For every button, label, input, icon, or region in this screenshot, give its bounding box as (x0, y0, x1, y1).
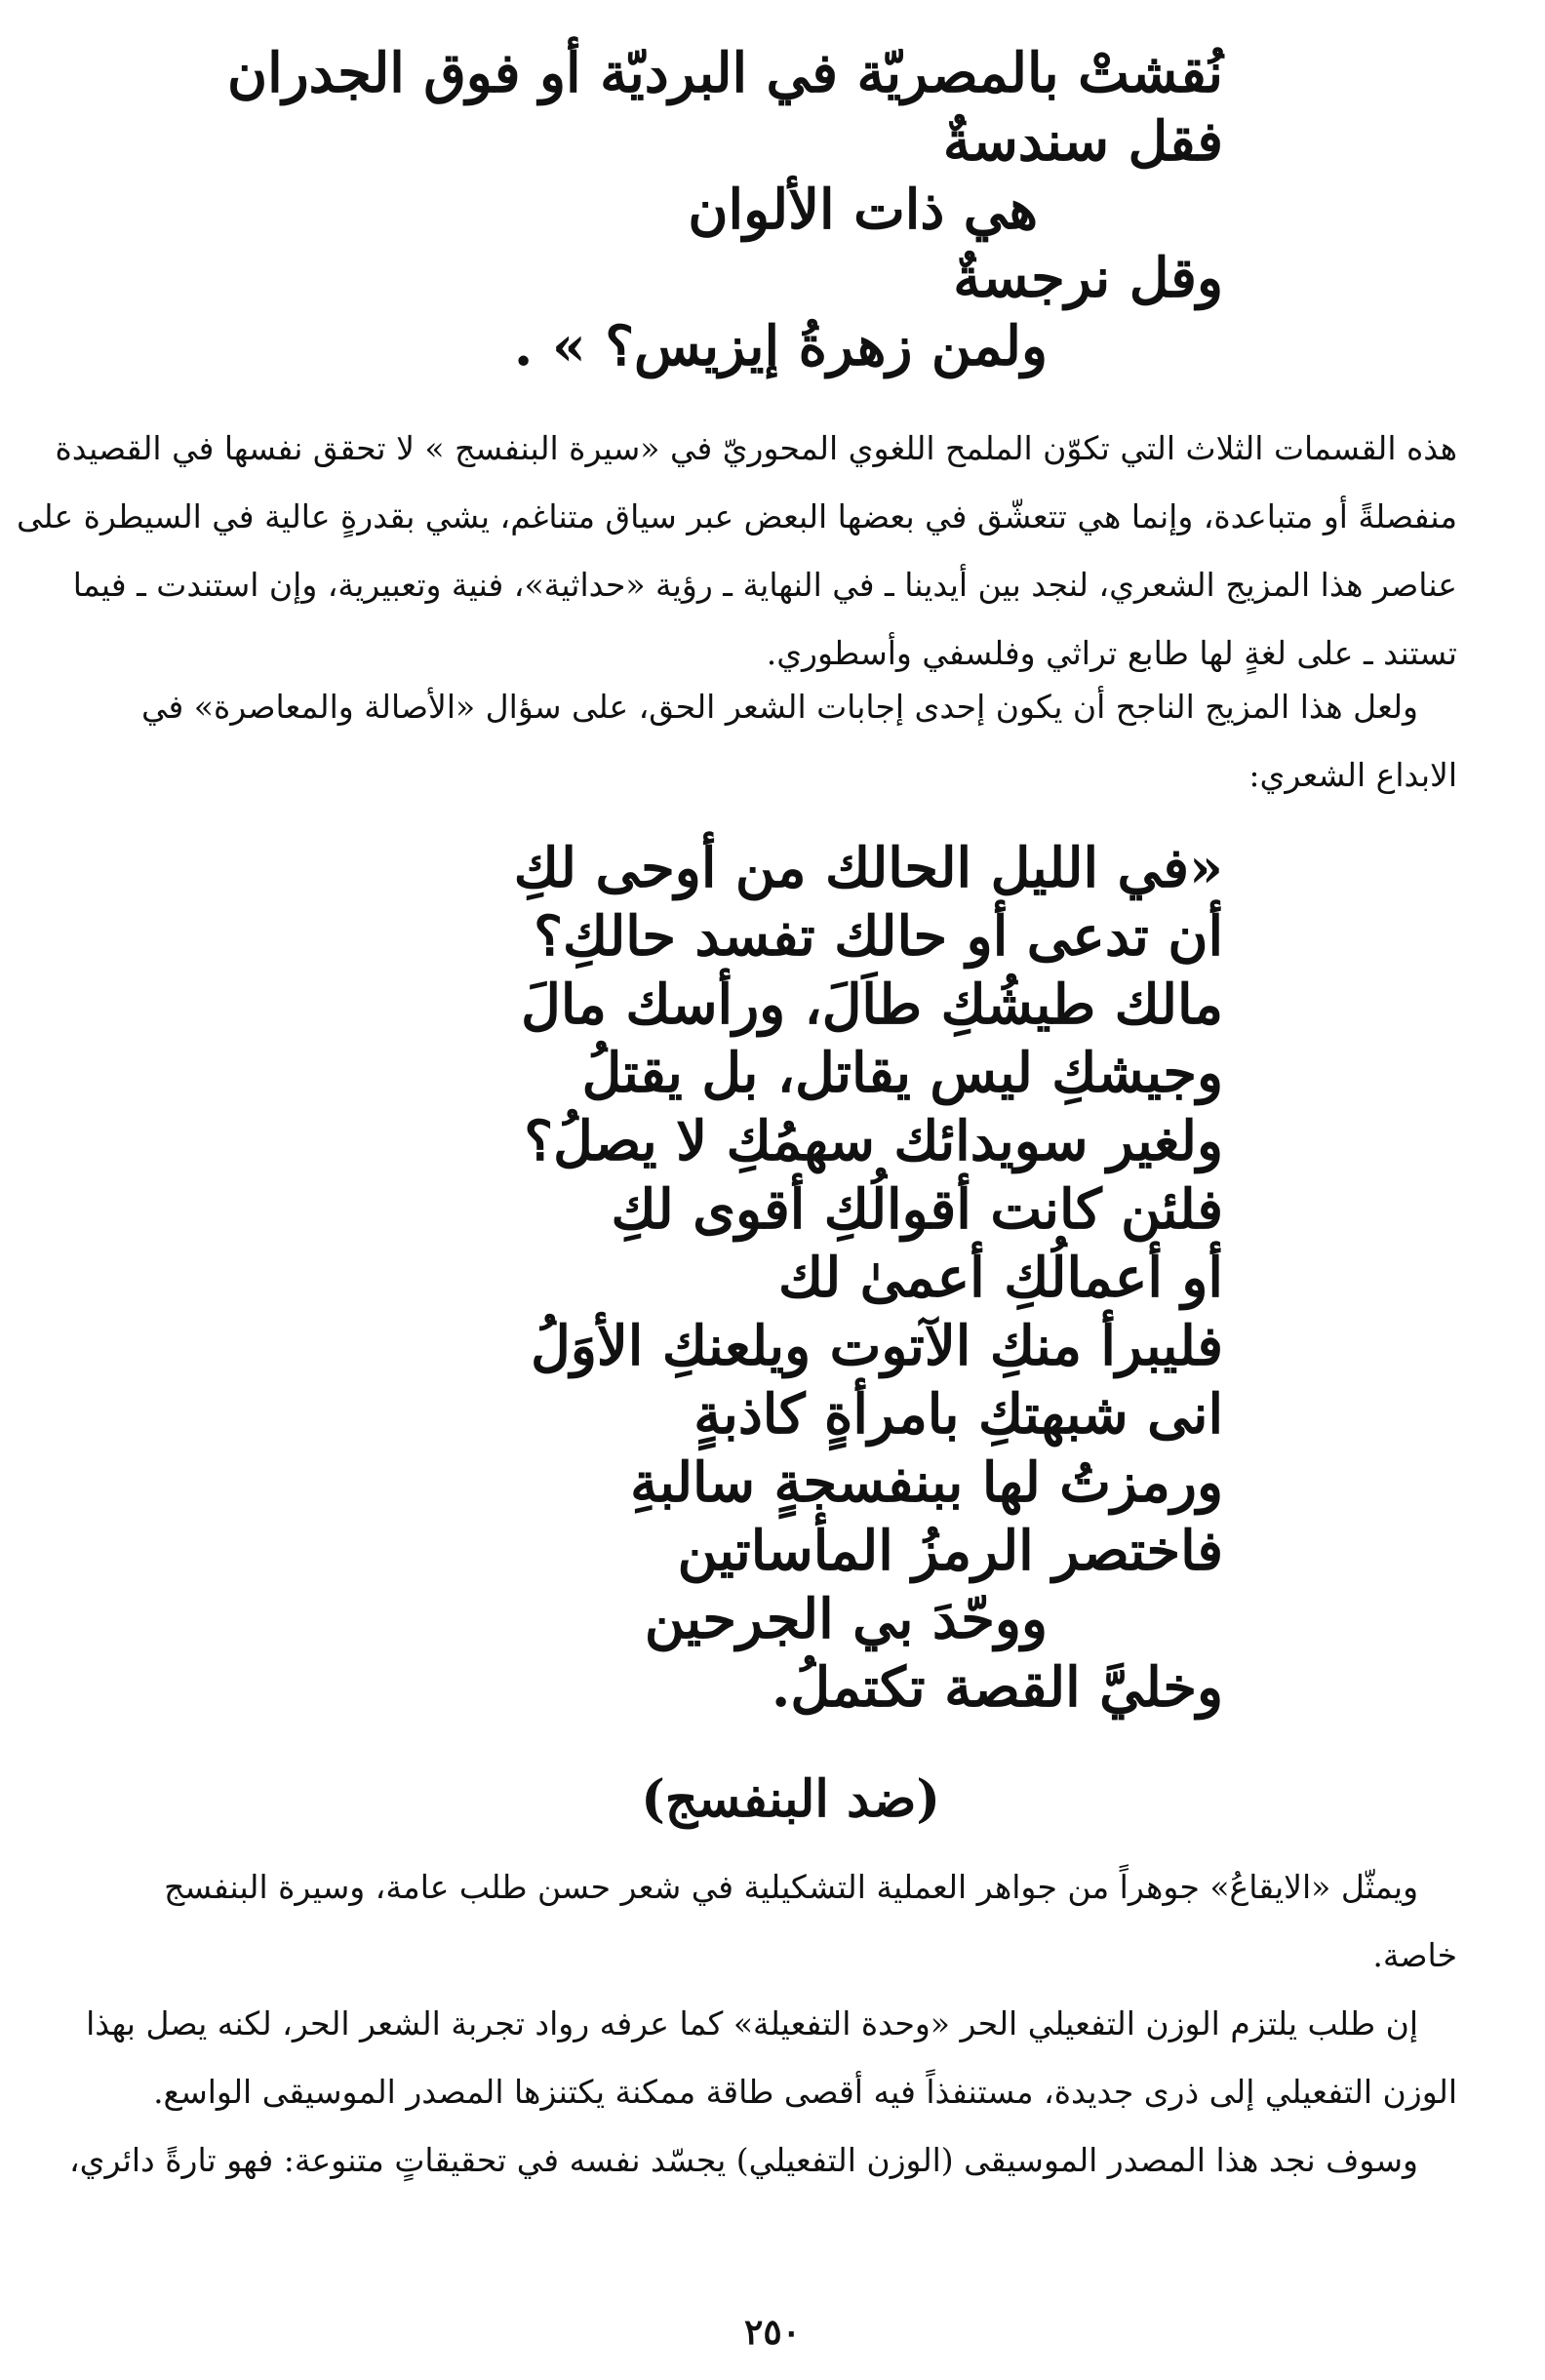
paragraph-iqa (82, 1853, 1457, 1990)
paragraph-line: وسوف نجد هذا المصدر الموسيقى (الوزن التفعيلي) يجسّد نفسه في تحقيقاتٍ متنوعة: فهو تارةً دائري، (69, 2141, 1418, 2179)
paragraph-line: تستند ـ على لغةٍ لها طابع تراثي وفلسفي وأسطوري. (766, 634, 1457, 672)
verse-line: نُقشتْ بالمصريّة في البرديّة أو فوق الجدران (226, 41, 1223, 105)
paragraph-line: إن طلب يلتزم الوزن التفعيلي الحر «وحدة التفعيلة» كما عرفه رواد تجربة الشعر الحر، لكنه يصل بهذا (86, 2004, 1418, 2043)
verse-line: ورمزتُ لها ببنفسجةٍ سالبةِ (630, 1450, 1223, 1515)
verse-line: فاختصر الرمزُ المأساتين (677, 1519, 1223, 1583)
page-number: ٢٥٠ (743, 2312, 801, 2353)
verse-line: أن تدعى أو حالك تفسد حالكِ؟ (534, 904, 1223, 969)
poem-excerpt-top (227, 39, 1223, 380)
paragraph-wazn (82, 1990, 1457, 2126)
verse-line: فلئن كانت أقوالُكِ أقوى لكِ (611, 1177, 1223, 1242)
paragraph-line: ولعل هذا المزيج الناجح أن يكون إحدى إجابات الشعر الحق، على سؤال «الأصالة والمعاصرة» في (141, 688, 1418, 726)
paragraph-line: الوزن التفعيلي إلى ذرى جديدة، مستنفذاً فيه أقصى طاقة ممكنة يكتنزها المصدر الموسيقى الواسع. (153, 2073, 1457, 2111)
paragraph-line: منفصلةً أو متباعدة، وإنما هي تتعشّق في بعضها البعض عبر سياق متناغم، يشي بقدرةٍ عالية في السيطرة على (17, 497, 1457, 536)
verse-line: فليبرأ منكِ الآتوت ويلعنكِ الأوَلُ (531, 1314, 1223, 1378)
paragraph-line: خاصة. (1372, 1936, 1457, 1974)
paragraph-qasamat (17, 415, 1457, 688)
verse-line: هي ذات الألوان (688, 178, 1038, 242)
paragraph-line: ويمثّل «الايقاعُ» جوهراً من جواهر العملية التشكيلية في شعر حسن طلب عامة، وسيرة البنفسج (164, 1868, 1418, 1906)
paragraph-line: هذه القسمات الثلاث التي تكوّن الملمح اللغوي المحوريّ في «سيرة البنفسج » لا تحقق نفسها في القصيدة (55, 429, 1457, 467)
verse-line: ولمن زهرةُ إيزيس؟ » . (513, 314, 1048, 378)
paragraph-asala (82, 673, 1457, 810)
paragraph-line: الابداع الشعري: (1248, 756, 1457, 794)
poem-excerpt-main (514, 834, 1223, 1722)
paragraph-masdar (69, 2126, 1457, 2195)
verse-line: مالك طيشُكِ طاَلَ، ورأسك مالَ (521, 972, 1223, 1037)
paragraph-line: عناصر هذا المزيج الشعري، لنجد بين أيدينا ـ في النهاية ـ رؤية «حداثية»، فنية وتعبيرية، وإن استندت ـ فيما (72, 566, 1457, 604)
verse-line: وجيشكِ ليس يقاتل، بل يقتلُ (581, 1041, 1223, 1105)
poem-title: (ضد البنفسج) (641, 1769, 940, 1829)
verse-line: انى شبهتكِ بامرأةٍ كاذبةٍ (693, 1382, 1223, 1447)
verse-line: ووحّدَ بي الجرحين (644, 1587, 1048, 1651)
verse-line: ولغير سويدائك سهمُكِ لا يصلُ؟ (524, 1109, 1223, 1173)
verse-line: أو أعمالُكِ أعمىٰ لك (777, 1246, 1223, 1310)
verse-line: «في الليل الحالك من أوحى لكِ (513, 836, 1223, 900)
verse-line: وخليَّ القصة تكتملُ. (771, 1655, 1223, 1720)
verse-line: فقل سندسةٌ (942, 109, 1223, 174)
verse-line: وقل نرجسةٌ (953, 246, 1223, 310)
